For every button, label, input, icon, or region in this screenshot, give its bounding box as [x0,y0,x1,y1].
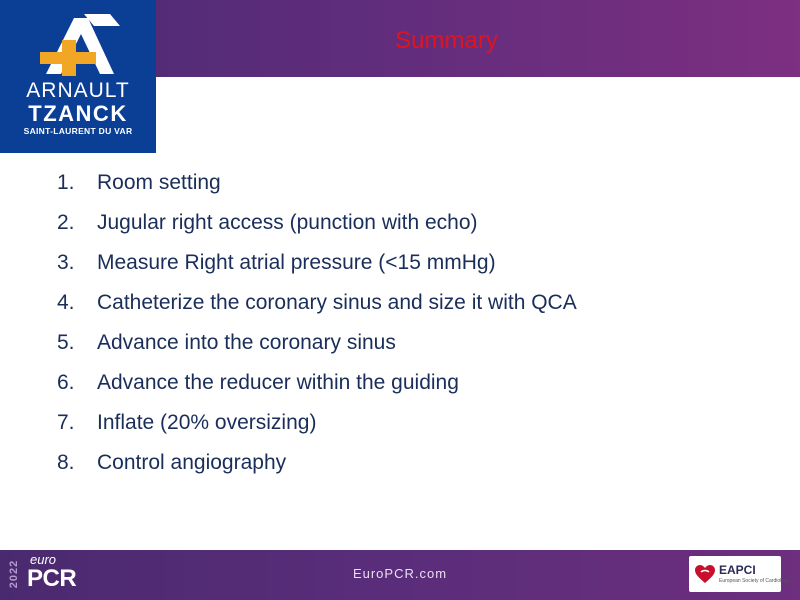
list-item [57,168,577,208]
step-text: Advance into the coronary sinus [97,331,396,354]
footer-url: EuroPCR.com [352,566,448,581]
list-item [57,208,577,248]
heart-icon [694,564,716,584]
europcr-logo-pcr: PCR [27,565,77,592]
step-text: Control angiography [97,451,287,474]
step-number: 1. [57,171,75,194]
step-text: Advance the reducer within the guiding [97,371,459,394]
slide-title: Summary [395,27,498,54]
summary-steps-list [57,168,577,488]
list-item [57,288,577,328]
step-number: 4. [57,291,75,314]
eapci-name: EAPCI [719,563,756,577]
step-number: 8. [57,451,75,474]
step-number: 3. [57,251,75,274]
step-number: 5. [57,331,75,354]
step-text: Room setting [97,171,221,194]
step-text: Catheterize the coronary sinus and size it with QCA [97,291,577,314]
step-text: Inflate (20% oversizing) [97,411,317,434]
step-number: 7. [57,411,75,434]
eapci-logo [689,556,790,592]
list-item [57,248,577,288]
hospital-logo [0,0,156,153]
list-item [57,408,577,448]
logo-text-arnault: ARNAULT [26,79,130,102]
list-item [57,448,577,488]
step-text: Jugular right access (punction with echo) [97,211,478,234]
footer-year: 2022 [8,559,20,589]
list-item [57,328,577,368]
logo-text-location: SAINT-LAURENT DU VAR [23,126,133,136]
logo-emblem-icon [0,0,156,80]
step-text: Measure Right atrial pressure (<15 mmHg) [97,251,496,274]
step-number: 6. [57,371,75,394]
europcr-logo-euro: euro [30,552,57,567]
logo-text-tzanck: TZANCK [28,101,128,126]
step-number: 2. [57,211,75,234]
list-item [57,368,577,408]
eapci-subtitle: European Society of Cardiology [719,578,790,584]
